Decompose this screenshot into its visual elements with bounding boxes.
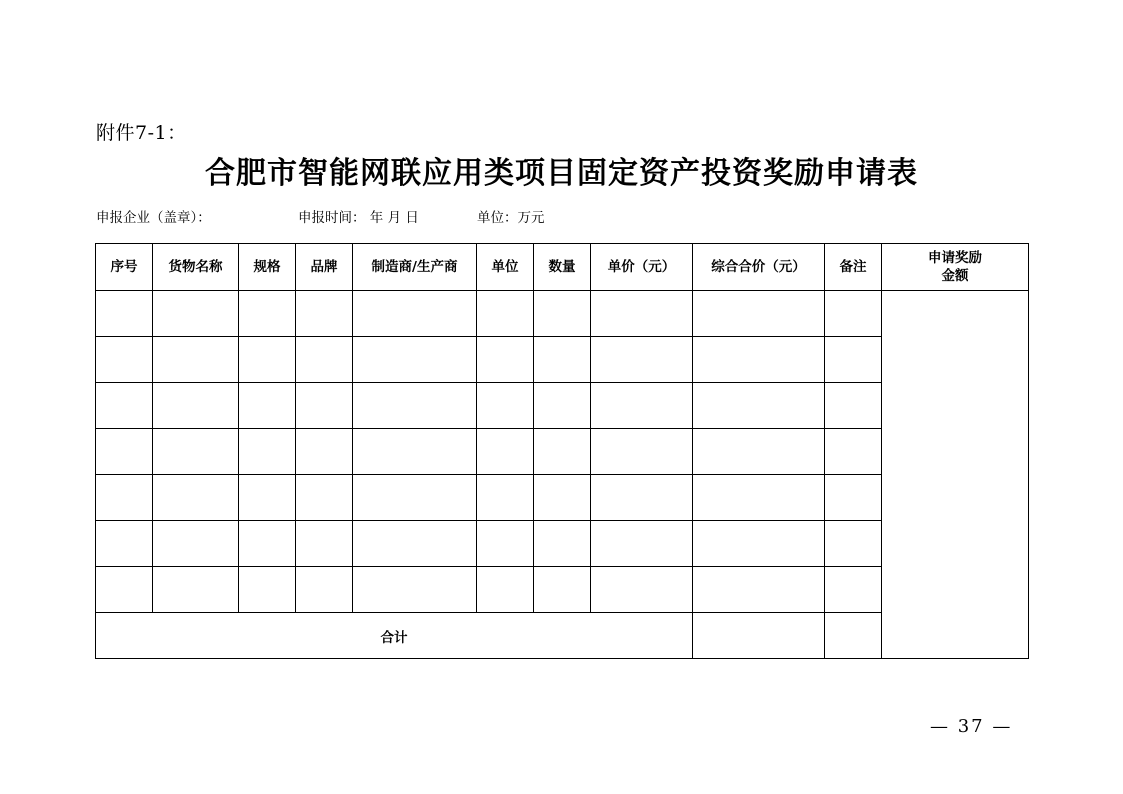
table-cell[interactable] xyxy=(296,337,353,383)
table-cell[interactable] xyxy=(96,429,153,475)
table-cell[interactable] xyxy=(239,429,296,475)
table-cell[interactable] xyxy=(353,567,477,613)
header-cell-unit: 单位 xyxy=(477,244,534,291)
table-cell[interactable] xyxy=(693,291,825,337)
table-cell[interactable] xyxy=(239,521,296,567)
header-cell-goods-name: 货物名称 xyxy=(153,244,239,291)
table-cell[interactable] xyxy=(534,521,591,567)
table-cell[interactable] xyxy=(296,291,353,337)
table-cell[interactable] xyxy=(296,521,353,567)
table-cell[interactable] xyxy=(534,475,591,521)
table-cell[interactable] xyxy=(825,337,882,383)
table-cell[interactable] xyxy=(153,521,239,567)
page-number: — 37 — xyxy=(930,716,1013,737)
table-cell[interactable] xyxy=(825,521,882,567)
total-remarks-cell[interactable] xyxy=(825,613,882,659)
table-cell[interactable] xyxy=(825,291,882,337)
table-cell[interactable] xyxy=(534,291,591,337)
table-cell[interactable] xyxy=(296,475,353,521)
table-cell[interactable] xyxy=(591,475,693,521)
header-cell-brand: 品牌 xyxy=(296,244,353,291)
table-cell[interactable] xyxy=(591,383,693,429)
table-cell[interactable] xyxy=(96,337,153,383)
award-header-line2: 金额 xyxy=(941,268,969,284)
table-cell[interactable] xyxy=(153,567,239,613)
header-cell-total-price: 综合合价（元） xyxy=(693,244,825,291)
header-cell-remarks: 备注 xyxy=(825,244,882,291)
table-cell[interactable] xyxy=(693,475,825,521)
award-header-line1: 申请奖励 xyxy=(928,250,982,266)
total-label: 合计 xyxy=(96,613,693,659)
header-cell-manufacturer: 制造商/生产商 xyxy=(353,244,477,291)
table-cell[interactable] xyxy=(353,337,477,383)
table-cell[interactable] xyxy=(534,567,591,613)
table-cell[interactable] xyxy=(96,291,153,337)
table-cell[interactable] xyxy=(825,383,882,429)
table-cell[interactable] xyxy=(693,383,825,429)
table-cell[interactable] xyxy=(353,429,477,475)
attachment-label: 附件7-1： xyxy=(96,122,187,144)
table-cell[interactable] xyxy=(353,291,477,337)
table-cell[interactable] xyxy=(534,429,591,475)
table-cell[interactable] xyxy=(153,291,239,337)
header-cell-index: 序号 xyxy=(96,244,153,291)
table-cell[interactable] xyxy=(239,567,296,613)
table-cell[interactable] xyxy=(96,475,153,521)
award-amount-cell[interactable] xyxy=(882,291,1029,659)
unit-label: 单位：万元 xyxy=(477,210,545,226)
table-cell[interactable] xyxy=(153,475,239,521)
header-cell-spec: 规格 xyxy=(239,244,296,291)
table-cell[interactable] xyxy=(239,291,296,337)
table-cell[interactable] xyxy=(591,337,693,383)
table-row xyxy=(96,291,1029,337)
table-cell[interactable] xyxy=(693,337,825,383)
table-cell[interactable] xyxy=(239,383,296,429)
table-cell[interactable] xyxy=(353,383,477,429)
table-cell[interactable] xyxy=(477,429,534,475)
header-row xyxy=(96,244,1029,291)
table-cell[interactable] xyxy=(153,337,239,383)
table-cell[interactable] xyxy=(591,521,693,567)
table-cell[interactable] xyxy=(591,567,693,613)
header-cell-quantity: 数量 xyxy=(534,244,591,291)
table-cell[interactable] xyxy=(296,429,353,475)
header-cell-award-amount xyxy=(882,244,1029,291)
table-cell[interactable] xyxy=(477,567,534,613)
table-cell[interactable] xyxy=(96,383,153,429)
table-cell[interactable] xyxy=(825,475,882,521)
table-cell[interactable] xyxy=(296,383,353,429)
table-cell[interactable] xyxy=(353,475,477,521)
table-cell[interactable] xyxy=(825,567,882,613)
table-cell[interactable] xyxy=(825,429,882,475)
table-cell[interactable] xyxy=(534,337,591,383)
table-cell[interactable] xyxy=(239,337,296,383)
date-label: 申报时间： 年 月 日 xyxy=(298,210,419,226)
table-cell[interactable] xyxy=(96,521,153,567)
header-cell-unit-price: 单价（元） xyxy=(591,244,693,291)
application-table xyxy=(95,243,1029,659)
table-cell[interactable] xyxy=(153,429,239,475)
table-cell[interactable] xyxy=(96,567,153,613)
table-cell[interactable] xyxy=(477,291,534,337)
table-cell[interactable] xyxy=(153,383,239,429)
page-title: 合肥市智能网联应用类项目固定资产投资奖励申请表 xyxy=(205,156,918,191)
table-cell[interactable] xyxy=(477,337,534,383)
table-cell[interactable] xyxy=(477,521,534,567)
table-cell[interactable] xyxy=(477,475,534,521)
table-cell[interactable] xyxy=(477,383,534,429)
table-cell[interactable] xyxy=(693,567,825,613)
table-cell[interactable] xyxy=(591,429,693,475)
table-cell[interactable] xyxy=(693,429,825,475)
table-cell[interactable] xyxy=(353,521,477,567)
total-price-cell[interactable] xyxy=(693,613,825,659)
table-cell[interactable] xyxy=(534,383,591,429)
table-cell[interactable] xyxy=(693,521,825,567)
table-cell[interactable] xyxy=(591,291,693,337)
table-cell[interactable] xyxy=(296,567,353,613)
table-cell[interactable] xyxy=(239,475,296,521)
company-label: 申报企业（盖章）： xyxy=(96,210,211,226)
